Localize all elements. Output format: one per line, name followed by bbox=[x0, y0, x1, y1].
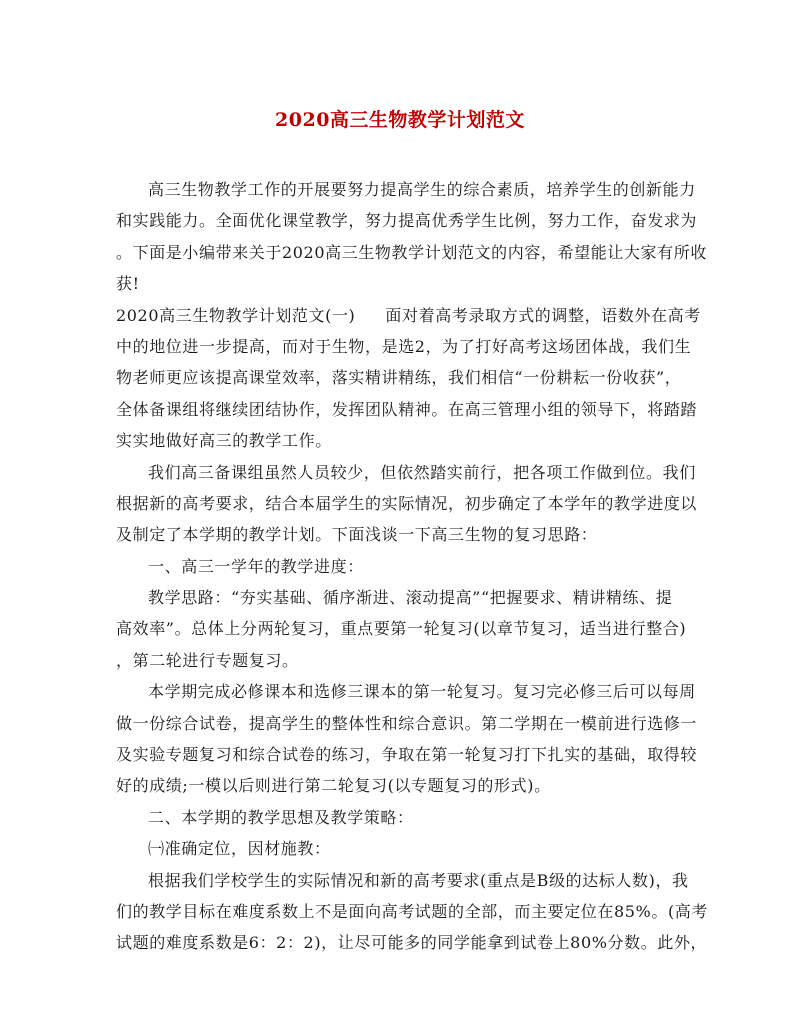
section-heading: 2020高三生物教学计划范文(一) bbox=[116, 305, 356, 325]
section-heading-line bbox=[116, 300, 701, 331]
text-line: 高三生物教学工作的开展要努力提高学生的综合素质，培养学生的创新能力 bbox=[148, 180, 696, 199]
text-line: 全体备课组将继续团结协作，发挥团队精神。在高三管理小组的领导下，将踏踏 bbox=[116, 399, 698, 419]
text-line: 物老师更应该提高课堂效率，落实精讲精练，我们相信“一份耕耘一份收获”， bbox=[116, 368, 682, 388]
subheading-line: 二、本学期的教学思想及教学策略： bbox=[148, 807, 414, 827]
text-line: 们的教学目标在难度系数上不是面向高考试题的全部，而主要定位在85%。(高考 bbox=[116, 901, 709, 921]
text-line: 高效率”。总体上分两轮复习，重点要第一轮复习(以章节复习，适当进行整合) bbox=[116, 619, 687, 639]
text-line: 根据新的高考要求，结合本届学生的实际情况，初步确定了本学年的教学进度以 bbox=[116, 493, 698, 513]
text-line: 。下面是小编带来关于2020高三生物教学计划范文的内容，希望能让大家有所收 bbox=[116, 242, 707, 262]
text-line: 实实地做好高三的教学工作。 bbox=[116, 431, 332, 451]
text-line: 试题的难度系数是6：2：2)，让尽可能多的同学能拿到试卷上80%分数。此外， bbox=[116, 933, 708, 953]
document-body bbox=[116, 174, 709, 959]
text-segment: 面对着高考录取方式的调整，语数外在高考 bbox=[385, 305, 701, 325]
text-line: 好的成绩;一模以后则进行第二轮复习(以专题复习的形式)。 bbox=[116, 776, 551, 796]
text-line: 及制定了本学期的教学计划。下面浅谈一下高三生物的复习思路： bbox=[116, 525, 598, 545]
text-line: 我们高三备课组虽然人员较少，但依然踏实前行，把各项工作做到位。我们 bbox=[148, 462, 696, 482]
subheading-line: ㈠准确定位，因材施教： bbox=[148, 839, 331, 859]
text-line: ，第二轮进行专题复习。 bbox=[116, 650, 299, 670]
text-line: 获! bbox=[116, 274, 140, 294]
subheading-line: 一、高三一学年的教学进度： bbox=[148, 556, 364, 576]
text-line: 教学思路：“夯实基础、循序渐进、滚动提高”“把握要求、精讲精练、提 bbox=[148, 588, 673, 608]
text-line: 做一份综合试卷，提高学生的整体性和综合意识。第二学期在一模前进行选修一 bbox=[116, 713, 698, 733]
text-line: 本学期完成必修课本和选修三课本的第一轮复习。复习完必修三后可以每周 bbox=[148, 682, 696, 702]
text-line: 和实践能力。全面优化课堂教学，努力提高优秀学生比例，努力工作，奋发求为 bbox=[116, 211, 698, 231]
text-line: 根据我们学校学生的实际情况和新的高考要求(重点是B级的达标人数)，我 bbox=[148, 870, 689, 890]
text-line: 中的地位进一步提高，而对于生物，是选2，为了打好高考这场团体战，我们生 bbox=[116, 336, 692, 356]
text-line: 及实验专题复习和综合试卷的练习，争取在第一轮复习打下扎实的基础，取得较 bbox=[116, 745, 698, 765]
document-title: 2020高三生物教学计划范文 bbox=[275, 109, 525, 131]
